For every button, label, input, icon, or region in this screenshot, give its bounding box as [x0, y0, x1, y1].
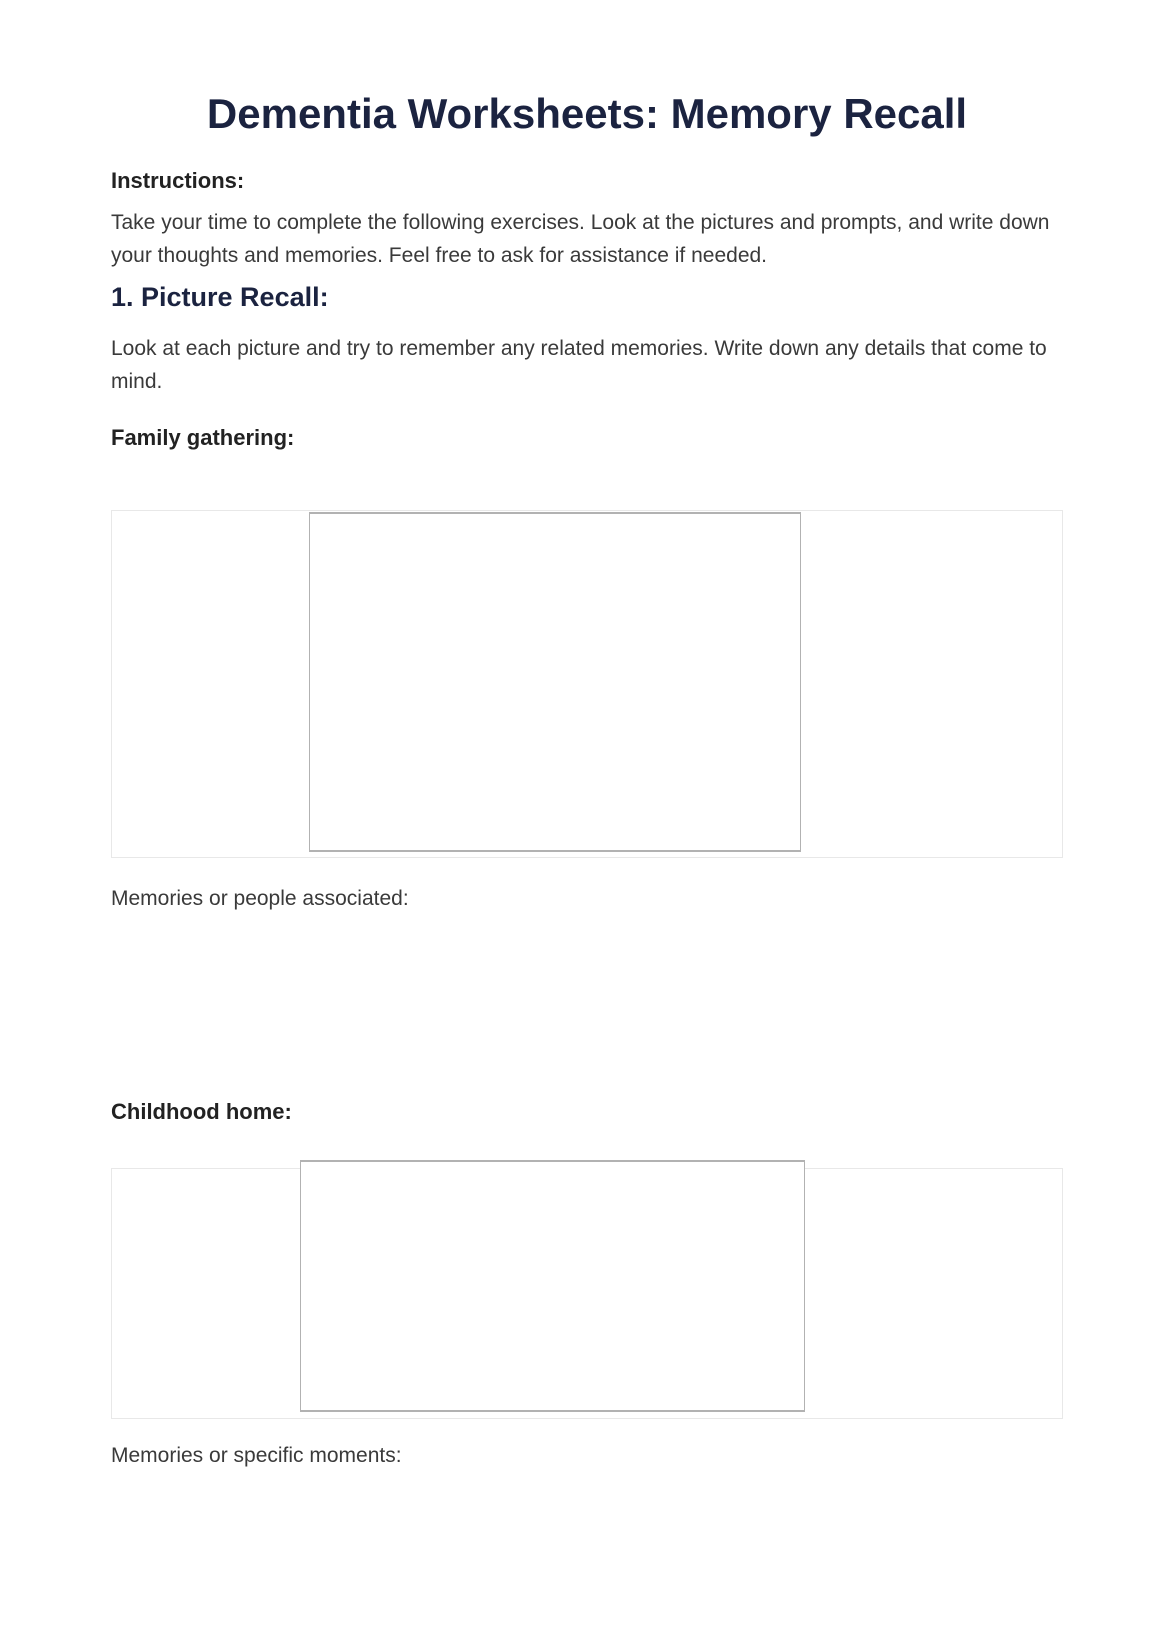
- picture-recall-intro: Look at each picture and try to remember any related memories. Write down any details that come to mind.: [111, 337, 1047, 393]
- picture-recall-heading: 1. Picture Recall:: [111, 282, 329, 312]
- page-content: [111, 0, 1063, 1472]
- childhood-home-figure: [111, 1160, 1063, 1419]
- page-title: Dementia Worksheets: Memory Recall: [206, 90, 968, 137]
- prompt-memories-or-people: Memories or people associated:: [111, 887, 409, 910]
- childhood-home-image-placeholder: [300, 1160, 805, 1412]
- prompt-memories-or-moments: Memories or specific moments:: [111, 1444, 402, 1467]
- instructions-text: Take your time to complete the following exercises. Look at the pictures and prompts, and write down your thoughts and memories. Feel free to ask for assistance if needed.: [111, 211, 1050, 267]
- family-gathering-image-placeholder: [309, 512, 801, 852]
- item-label-childhood-home: Childhood home:: [111, 1099, 292, 1124]
- family-gathering-figure: [111, 510, 1063, 858]
- item-label-family-gathering: Family gathering:: [111, 425, 295, 450]
- instructions-heading: Instructions:: [111, 168, 245, 193]
